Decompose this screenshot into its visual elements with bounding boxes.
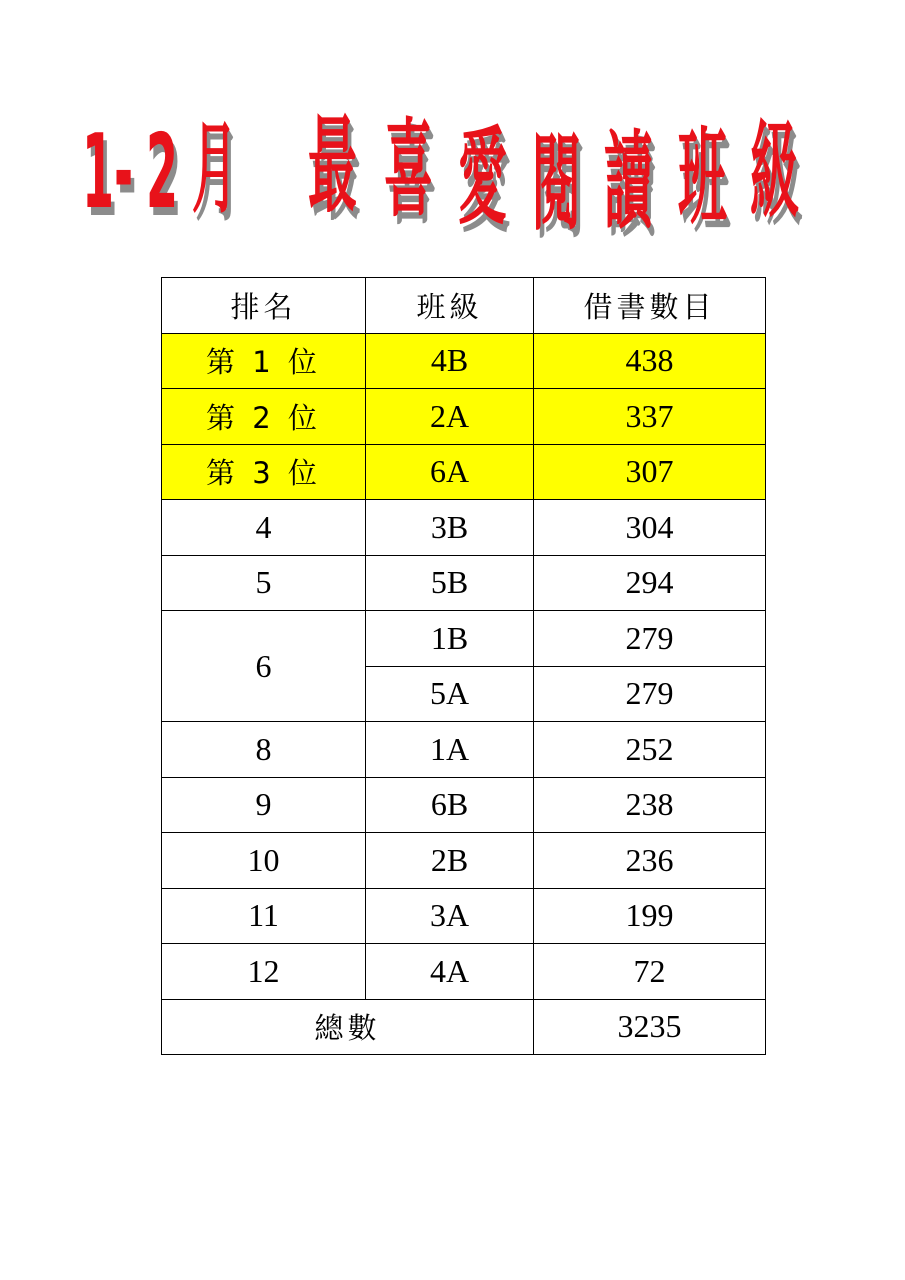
title-char: 2 (146, 114, 179, 233)
count-cell: 279 (534, 611, 766, 667)
count-cell: 438 (534, 333, 766, 389)
title-char: 最 (308, 104, 357, 228)
rank-cell: 6 (162, 611, 366, 722)
rank-cell: 8 (162, 722, 366, 778)
count-cell: 294 (534, 555, 766, 611)
count-cell: 337 (534, 389, 766, 445)
title-char: 愛 (458, 116, 507, 240)
table-row (162, 611, 766, 667)
title-char: 1 (82, 114, 115, 233)
total-label: 總數 (162, 999, 534, 1055)
rank-cell: 12 (162, 944, 366, 1000)
class-cell: 2B (366, 833, 534, 889)
count-cell: 72 (534, 944, 766, 1000)
table-row (162, 500, 766, 556)
count-cell: 199 (534, 888, 766, 944)
title-char: 月 (192, 110, 237, 228)
count-cell: 307 (534, 444, 766, 500)
table-row (162, 722, 766, 778)
class-cell: 2A (366, 389, 534, 445)
count-cell: 238 (534, 777, 766, 833)
count-cell: 304 (534, 500, 766, 556)
count-cell: 279 (534, 666, 766, 722)
rank-cell: 10 (162, 833, 366, 889)
title-char: - (114, 114, 134, 233)
rank-cell: 5 (162, 555, 366, 611)
table-row (162, 333, 766, 389)
page-title (80, 100, 840, 265)
rank-cell: 4 (162, 500, 366, 556)
class-cell: 4A (366, 944, 534, 1000)
table-row (162, 444, 766, 500)
rank-cell: 第 3 位 (162, 444, 366, 500)
ranking-table (161, 277, 766, 1055)
table-header-row (162, 278, 766, 334)
count-cell: 252 (534, 722, 766, 778)
header-class: 班級 (366, 278, 534, 334)
title-char: 級 (750, 110, 799, 234)
count-cell: 236 (534, 833, 766, 889)
title-char: 喜 (384, 108, 433, 232)
rank-cell: 9 (162, 777, 366, 833)
table-row (162, 944, 766, 1000)
table-row (162, 389, 766, 445)
header-count: 借書數目 (534, 278, 766, 334)
class-cell: 4B (366, 333, 534, 389)
rank-cell: 11 (162, 888, 366, 944)
total-row (162, 999, 766, 1055)
title-char: 班 (678, 116, 727, 240)
table-row (162, 555, 766, 611)
total-value: 3235 (534, 999, 766, 1055)
title-char: 閱 (532, 122, 581, 246)
title-char: 讀 (604, 120, 653, 244)
class-cell: 3A (366, 888, 534, 944)
table-row (162, 888, 766, 944)
table-row (162, 833, 766, 889)
class-cell: 6A (366, 444, 534, 500)
rank-cell: 第 1 位 (162, 333, 366, 389)
table-row (162, 777, 766, 833)
class-cell: 5A (366, 666, 534, 722)
class-cell: 3B (366, 500, 534, 556)
class-cell: 5B (366, 555, 534, 611)
class-cell: 1B (366, 611, 534, 667)
header-rank: 排名 (162, 278, 366, 334)
class-cell: 1A (366, 722, 534, 778)
class-cell: 6B (366, 777, 534, 833)
rank-cell: 第 2 位 (162, 389, 366, 445)
